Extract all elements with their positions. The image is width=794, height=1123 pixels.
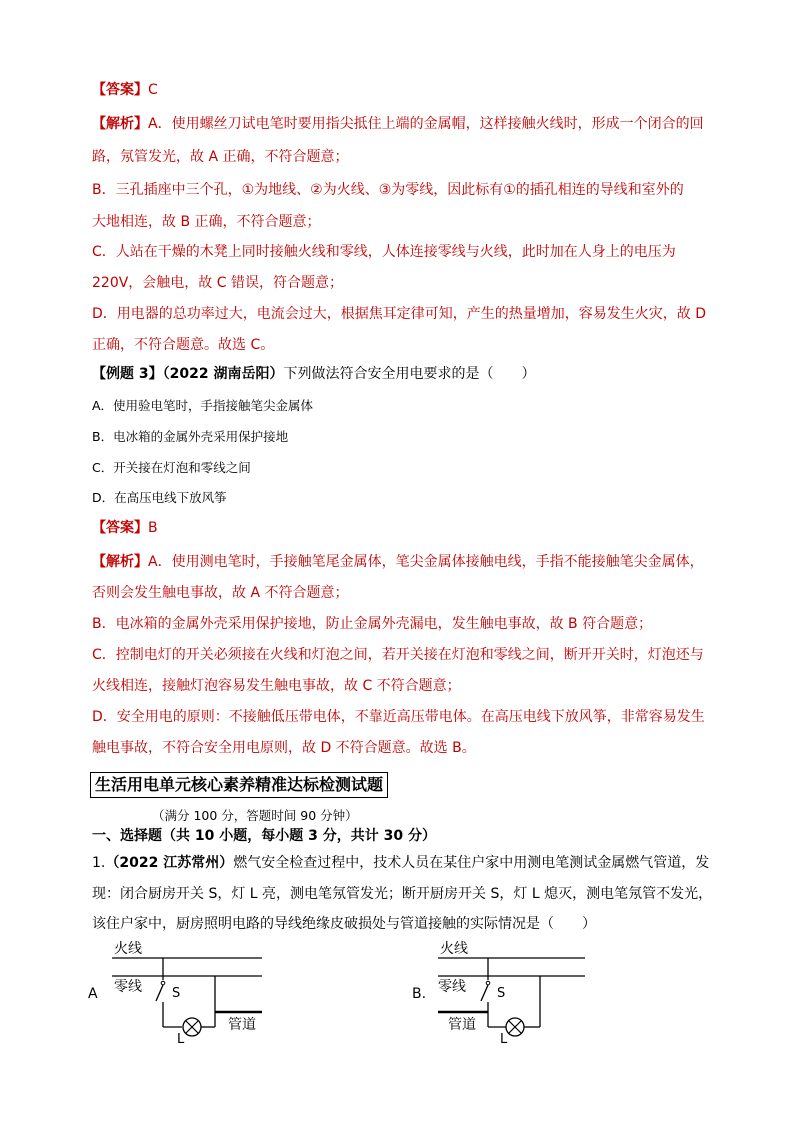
question-source: （2022 江苏常州） — [105, 855, 234, 871]
neutral-wire-label: 零线 — [438, 979, 466, 995]
pipe-label: 管道 — [228, 1017, 256, 1033]
question-1-line-2: 现：闭合厨房开关 S，灯 L 亮，测电笔氖管发光；断开厨房开关 S，灯 L 熄灭，测电笔氖管不发光， — [92, 886, 713, 902]
switch — [156, 985, 163, 1001]
analysis-1-line-7: D．用电器的总功率过大，电流会过大，根据焦耳定律可知，产生的热量增加，容易发生火灾，故 D — [92, 306, 707, 322]
analysis-label: 【解析】 — [92, 116, 148, 132]
answer-label: 【答案】 — [92, 82, 148, 98]
answer-value: C — [148, 82, 158, 98]
lamp-label: L — [500, 1032, 508, 1046]
analysis-2-line-2: 否则会发生触电事故，故 A 不符合题意； — [92, 585, 349, 601]
question-1-line-1 — [92, 853, 709, 873]
option-a: A．使用验电笔时，手指接触笔尖金属体 — [92, 398, 314, 413]
option-d: D．在高压电线下放风筝 — [92, 490, 227, 505]
section-heading: 一、选择题（共 10 小题，每小题 3 分，共计 30 分） — [92, 828, 436, 844]
option-c: C．开关接在灯泡和零线之间 — [92, 460, 251, 475]
answer-line-1 — [92, 80, 158, 100]
circuit-diagram-b — [412, 936, 602, 1046]
analysis-label: 【解析】 — [92, 554, 148, 570]
analysis-2-line-3: B．电冰箱的金属外壳采用保护接地，防止金属外壳漏电，发生触电事故，故 B 符合题意； — [92, 616, 653, 632]
analysis-text: A．使用测电笔时，手接触笔尾金属体，笔尖金属体接触电线，手指不能接触笔尖金属体， — [148, 554, 704, 570]
analysis-2-line-7: 触电事故，不符合安全用电原则，故 D 不符合题意。故选 B。 — [92, 740, 476, 756]
analysis-1-line-6: 220V，会触电，故 C 错误，符合题意； — [92, 275, 343, 291]
option-label: B. — [412, 986, 427, 1002]
example-label: 【例题 3】 — [92, 366, 163, 382]
switch — [481, 985, 488, 1001]
analysis-2-line-1 — [92, 552, 704, 572]
live-wire-label: 火线 — [440, 941, 468, 957]
switch-label: S — [497, 986, 506, 1001]
analysis-1-line-4: 大地相连，故 B 正确，不符合题意； — [92, 214, 321, 230]
circuit-diagram-a — [86, 936, 276, 1046]
analysis-2-line-5: 火线相连，接触灯泡容易发生触电事故，故 C 不符合题意； — [92, 678, 461, 694]
test-subtitle: （满分 100 分，答题时间 90 分钟） — [152, 808, 358, 823]
analysis-text: A．使用螺丝刀试电笔时要用指尖抵住上端的金属帽，这样接触火线时，形成一个闭合的回 — [148, 116, 704, 132]
analysis-1-line-5: C．人站在干燥的木凳上同时接触火线和零线，人体连接零线与火线，此时加在人身上的电压为 — [92, 244, 676, 260]
switch-label: S — [172, 986, 181, 1001]
test-title: 生活用电单元核心素养精准达标检测试题 — [90, 772, 388, 798]
pipe-label: 管道 — [448, 1017, 476, 1033]
analysis-1-line-3: B．三孔插座中三个孔，①为地线、②为火线、③为零线，因此标有①的插孔相连的导线和室外的 — [92, 182, 684, 198]
answer-line-2 — [92, 518, 158, 538]
analysis-2-line-6: D．安全用电的原则：不接触低压带电体，不靠近高压带电体。在高压电线下放风筝，非常容易发生 — [92, 709, 705, 725]
question-1-line-3: 该住户家中，厨房照明电路的导线绝缘皮破损处与管道接触的实际情况是（ ） — [92, 916, 596, 932]
analysis-1-line-1 — [92, 114, 704, 134]
lamp-label: L — [177, 1032, 185, 1046]
analysis-1-line-8: 正确，不符合题意。故选 C。 — [92, 337, 275, 353]
example-3-question — [92, 364, 535, 384]
example-question: 下列做法符合安全用电要求的是（ ） — [283, 366, 536, 382]
question-text: 燃气安全检查过程中，技术人员在某住户家中用测电笔测试金属燃气管道，发 — [233, 855, 710, 871]
analysis-2-line-4: C．控制电灯的开关必须接在火线和灯泡之间，若开关接在灯泡和零线之间，断开开关时，灯泡还与 — [92, 647, 704, 663]
analysis-1-line-2: 路，氖管发光，故 A 正确，不符合题意； — [92, 149, 349, 165]
answer-value: B — [148, 520, 158, 536]
option-b: B．电冰箱的金属外壳采用保护接地 — [92, 429, 289, 444]
example-source: （2022 湖南岳阳） — [162, 366, 284, 382]
answer-label: 【答案】 — [92, 520, 148, 536]
option-label: A — [88, 986, 98, 1002]
question-number: 1. — [92, 855, 106, 871]
neutral-wire-label: 零线 — [114, 979, 142, 995]
live-wire-label: 火线 — [114, 941, 142, 957]
